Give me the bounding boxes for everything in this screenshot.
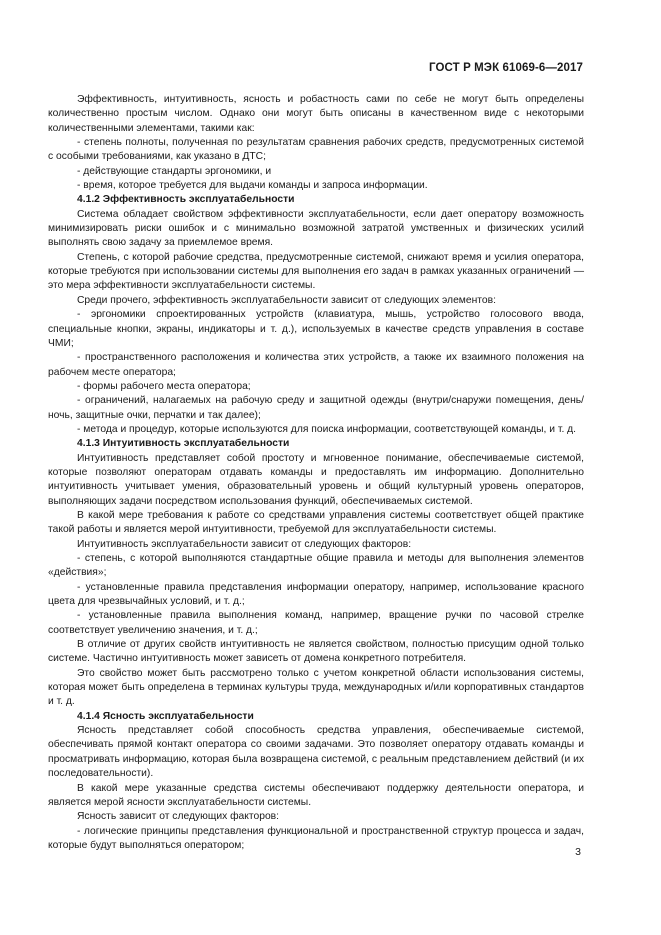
list-item: - формы рабочего места оператора; bbox=[77, 380, 251, 392]
standard-code-header: ГОСТ Р МЭК 61069-6—2017 bbox=[429, 62, 583, 74]
paragraph: Эффективность, интуитивность, ясность и робастность сами по себе не могут быть определены количественно простым числом. Однако они могут быть описаны в качественном виде с некоторыми количественными элементами, такими как: bbox=[48, 94, 584, 134]
list-item: - установленные правила представления информации оператору, например, использование красного цвета для чрезвычайных условий, и т. д.; bbox=[48, 581, 584, 608]
list-item: - действующие стандарты эргономики, и bbox=[77, 165, 272, 177]
paragraph: В отличие от других свойств интуитивность не является свойством, полностью присущим одной только системе. Частично интуитивность может зависеть от домена конкретного потребителя. bbox=[48, 639, 584, 665]
list-item: - время, которое требуется для выдачи команды и запроса информации. bbox=[77, 180, 428, 192]
list-item: - эргономики спроектированных устройств (клавиатура, мышь, устройство голосового ввода, специальные кнопки, экраны, индикаторы и т. д.), используемых в качестве средств управления в составе ЧМИ; bbox=[48, 309, 584, 349]
list-item: - пространственного расположения и количества этих устройств, а также их взаимного положения на рабочем месте оператора; bbox=[48, 352, 584, 378]
list-item: - степень полноты, полученная по результатам сравнения рабочих средств, предусмотренных системой с особыми требованиями, как указано в ДТС; bbox=[48, 137, 584, 163]
paragraph: Степень, с которой рабочие средства, предусмотренные системой, снижают время и усилия оператора, которые требуются при использовании системы для выполнения его задач в рамках указанных ограничений — это мера эффективности эксплуатабельности системы. bbox=[48, 251, 584, 292]
document-body bbox=[48, 93, 584, 853]
paragraph: В какой мере указанные средства системы обеспечивают поддержку деятельности оператора, и является мерой ясности эксплуатабельности системы. bbox=[48, 782, 584, 808]
list-item: - логические принципы представления функциональной и пространственной структур процесса и задач, которые будут выполняться оператором; bbox=[48, 825, 584, 851]
paragraph: Интуитивность эксплуатабельности зависит от следующих факторов: bbox=[77, 538, 412, 550]
paragraph: Среди прочего, эффективность эксплуатабельности зависит от следующих элементов: bbox=[77, 294, 496, 306]
paragraph: Интуитивность представляет собой простоту и мгновенное понимание, обеспечиваемые системой, которые позволяют операторам отдавать команды и предоставлять им информацию. Дополнительно интуитивность учитывает умения, образовательный уровень и общий культурный уровень операторов, выполняющих задачи посредством использования функций, обеспечиваемых системой. bbox=[48, 452, 584, 507]
paragraph: Это свойство может быть рассмотрено только с учетом конкретной области использования системы, которая может быть определена в терминах культуры труда, международных и/или корпоративных стандартов и т. д. bbox=[48, 667, 584, 708]
paragraph: Система обладает свойством эффективности эксплуатабельности, если дает оператору возможность минимизировать риски ошибок и с минимально возможной затратой умственных и физических усилий выполнять свою задачу за приемлемое время. bbox=[48, 208, 584, 249]
paragraph: Ясность представляет собой способность средства управления, обеспечиваемые системой, обеспечивать прямой контакт оператора со своими задачами. Это позволяет оператору отдавать команды и просматривать информацию, которая была возвращена системой, с реальным представлением действий (и их последовательности). bbox=[48, 725, 584, 780]
paragraph: В какой мере требования к работе со средствами управления системы соответствует общей практике такой работы и является мерой интуитивности, требуемой для эксплуатабельности системы. bbox=[48, 509, 584, 536]
list-item: - степень, с которой выполняются стандартные общие правила и методы для выполнения элементов «действия»; bbox=[48, 553, 584, 579]
page-number: 3 bbox=[575, 846, 581, 858]
paragraph: Ясность зависит от следующих факторов: bbox=[77, 811, 280, 823]
section-heading-4-1-2: 4.1.2 Эффективность эксплуатабельности bbox=[77, 194, 295, 206]
section-heading-4-1-3: 4.1.3 Интуитивность эксплуатабельности bbox=[77, 438, 290, 450]
section-heading-4-1-4: 4.1.4 Ясность эксплуатабельности bbox=[77, 710, 254, 722]
list-item: - метода и процедур, которые используются для поиска информации, соответствующей команды, и т. д. bbox=[77, 423, 577, 435]
list-item: - установленные правила выполнения команд, например, вращение ручки по часовой стрелке соответствует увеличению значения, и т. д.; bbox=[48, 610, 584, 636]
list-item: - ограничений, налагаемых на рабочую среду и защитной одежды (внутри/снаружи помещения, день/ночь, защитные очки, перчатки и так далее); bbox=[48, 395, 584, 421]
